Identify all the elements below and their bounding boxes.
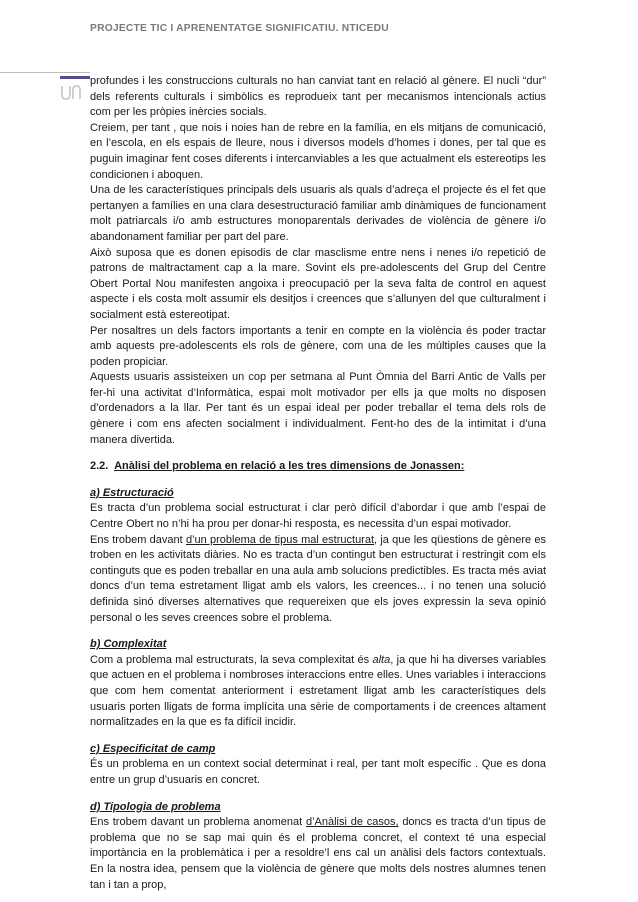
text-run: Com a problema mal estructurats, la seva complexitat és xyxy=(90,653,373,666)
paragraph: Creiem, per tant , que nois i noies han de rebre en la família, en els mitjans de comunicació, en l’escola, en els espais de lleure, nous i diversos models d’homes i dones, per tal que es puguin imaginar fent coses diferents i intercanviables a les que actualment els estereotips les condicionen i aboquen. xyxy=(90,121,546,181)
subsection-heading-d: d) Tipologia de problema xyxy=(90,800,221,813)
page-content xyxy=(90,74,546,893)
section-number: 2.2. xyxy=(90,460,109,473)
paragraph xyxy=(90,653,546,731)
text-run: doncs es tracta d’un tipus de problema que no se sap mai quin és el problema concret, el context té una especial importància en la problemàtica i per a resoldre’l ens cal un anàlisi dels factors contextuals. En la nostra idea, pensem que la violència de gènere que molts dels nostres alumnes tenen tan i tan a prop, xyxy=(90,816,546,891)
paragraph: Això suposa que es donen episodis de clar masclisme entre nens i nenes i/o repetició de patrons de maltractament cap a la mare. Sovint els pre-adolescents del Grup del Centre Obert Portal Nou manifesten angoixa i preocupació per la seva falta de control en aquest aspecte i els costa molt assumir els desitjos i creences que s’allunyen del que culturalment i socialment està estereotipat. xyxy=(90,246,546,321)
header-rule xyxy=(0,72,90,73)
paragraph: profundes i les construccions culturals no han canviat tant en relació al gènere. El nucli “dur” dels referents culturals i simbòlics es reprodueix tant per mecanismos intencionals actius com per les pròpies inèrcies socials. xyxy=(90,75,546,119)
paragraph: És un problema en un context social determinat i real, per tant molt específic . Que es dona entre un grup d’usuaris en concret. xyxy=(90,758,546,786)
paragraph: Aquests usuaris assisteixen un cop per setmana al Punt Òmnia del Barri Antic de Valls per fer-hi una activitat d’Informàtica, espai molt motivador per ells ja que molts no disposen d’ordenadors a la llar. Per tant és un espai ideal per poder treballar el tema dels rols de gènere i com ens afecten socialment i individualment. Fent-ho des de la intimitat i d’una manera divertida. xyxy=(90,371,546,446)
paragraph xyxy=(90,815,546,893)
logo-icon xyxy=(60,83,82,101)
paragraph: Per nosaltres un dels factors importants a tenir en compte en la violència és poder tractar amb aquests pre-adolescents els rols de gènere, com una de les múltiples causes que la poden propiciar. xyxy=(90,324,546,368)
subsection-heading-c: c) Especificitat de camp xyxy=(90,742,216,755)
section-heading xyxy=(90,459,546,475)
paragraph xyxy=(90,533,546,627)
logo-accent-bar xyxy=(60,76,90,79)
text-run: , ja que hi ha diverses variables que actuen en el problema i nombroses interaccions entre elles. Unes variables i interaccions que com hem comentat anteriorment i estretament lligat amb les característiques dels usuaris porten lligats de forma implícita una sèrie de comportaments i de creences altament normalitzades en la que es fa difícil incidir. xyxy=(90,653,546,729)
paragraph: Una de les característiques principals dels usuaris als quals d’adreça el projecte és el fet que pertanyen a famílies en una clara desestructuració familiar amb dinàmiques de funcionament molt patriarcals i/o amb estructures monoparentals derivades de violència de gènere i/o abandonament familiar per part del pare. xyxy=(90,184,546,243)
text-run: , ja que les qüestions de gènere es troben en les activitats diàries. No es tracta d’un contingut ben estructurat i restringit com els continguts que es poden treballar en una aula amb solucions predictibles. Es tracta més aviat doncs d’un tema estretament lligat amb els valors, les creences... i no tenen una solució definida sinó diverses alternatives que requereixen que els joves expressin la seva opinió personal o les seves creences sobre el problema. xyxy=(90,533,546,624)
subsection-heading-b: b) Complexitat xyxy=(90,638,167,651)
underlined-text: d’un problema de tipus mal estructurat xyxy=(185,533,375,546)
section-title: Anàlisi del problema en relació a les tres dimensions de Jonassen: xyxy=(114,460,465,473)
page-header: PROJECTE TIC I APRENENTATGE SIGNIFICATIU. NTICEDU xyxy=(90,23,389,34)
subsection-heading-a: a) Estructuració xyxy=(90,486,174,499)
text-run: Ens trobem davant xyxy=(90,533,186,546)
emphasis-text: alta xyxy=(372,653,391,666)
text-run: Ens trobem davant un problema anomenat xyxy=(90,816,306,829)
underlined-text: d’Anàlisi de casos, xyxy=(305,816,399,829)
paragraph: Es tracta d’un problema social estructurat i clar però difícil d’abordar i que amb l’espai de Centre Obert no n’hi ha prou per donar-hi resposta, es necessita d’un espai motivador. xyxy=(90,502,546,531)
